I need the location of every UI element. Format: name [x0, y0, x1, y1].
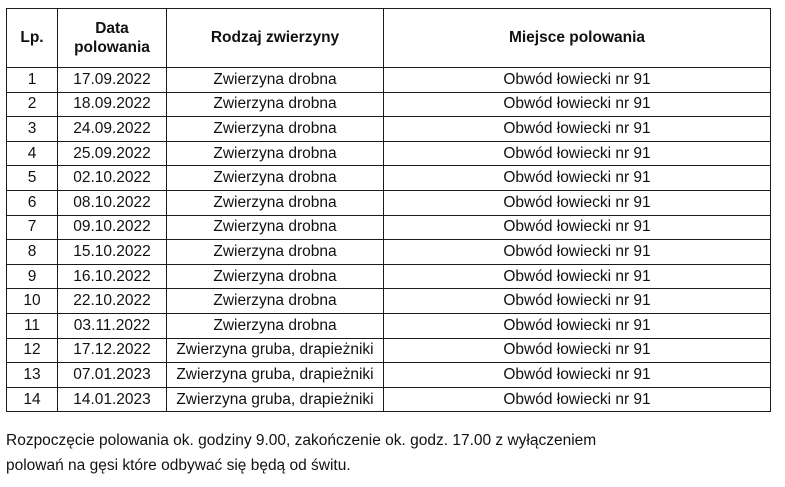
cell-place: Obwód łowiecki nr 91	[384, 264, 771, 289]
cell-date: 03.11.2022	[58, 313, 167, 338]
table-body	[7, 68, 771, 412]
table-row	[7, 338, 771, 363]
column-header-date: Data polowania	[58, 9, 167, 68]
cell-lp: 3	[7, 117, 58, 142]
cell-date: 02.10.2022	[58, 166, 167, 191]
column-header-lp: Lp.	[7, 9, 58, 68]
cell-kind: Zwierzyna drobna	[167, 166, 384, 191]
hunting-schedule-table	[6, 8, 771, 412]
schedule-note-line-2: polowań na gęsi które odbywać się będą od świtu.	[6, 457, 351, 475]
cell-lp: 7	[7, 215, 58, 240]
cell-kind: Zwierzyna drobna	[167, 117, 384, 142]
cell-kind: Zwierzyna gruba, drapieżniki	[167, 338, 384, 363]
column-header-place: Miejsce polowania	[384, 9, 771, 68]
cell-date: 24.09.2022	[58, 117, 167, 142]
cell-lp: 8	[7, 240, 58, 265]
cell-place: Obwód łowiecki nr 91	[384, 141, 771, 166]
cell-date: 17.09.2022	[58, 68, 167, 93]
cell-kind: Zwierzyna drobna	[167, 289, 384, 314]
cell-date: 16.10.2022	[58, 264, 167, 289]
cell-lp: 13	[7, 363, 58, 388]
cell-place: Obwód łowiecki nr 91	[384, 68, 771, 93]
cell-place: Obwód łowiecki nr 91	[384, 338, 771, 363]
cell-place: Obwód łowiecki nr 91	[384, 117, 771, 142]
cell-kind: Zwierzyna drobna	[167, 190, 384, 215]
cell-place: Obwód łowiecki nr 91	[384, 313, 771, 338]
cell-place: Obwód łowiecki nr 91	[384, 215, 771, 240]
table-row	[7, 313, 771, 338]
cell-kind: Zwierzyna drobna	[167, 240, 384, 265]
cell-lp: 10	[7, 289, 58, 314]
cell-kind: Zwierzyna drobna	[167, 215, 384, 240]
table-row	[7, 240, 771, 265]
cell-date: 17.12.2022	[58, 338, 167, 363]
cell-lp: 9	[7, 264, 58, 289]
schedule-note-line-1: Rozpoczęcie polowania ok. godziny 9.00, zakończenie ok. godz. 17.00 z wyłączeniem	[6, 432, 597, 449]
cell-kind: Zwierzyna gruba, drapieżniki	[167, 363, 384, 388]
table-row	[7, 166, 771, 191]
cell-lp: 2	[7, 92, 58, 117]
cell-lp: 14	[7, 387, 58, 412]
cell-kind: Zwierzyna drobna	[167, 68, 384, 93]
cell-place: Obwód łowiecki nr 91	[384, 190, 771, 215]
cell-kind: Zwierzyna drobna	[167, 313, 384, 338]
table-row	[7, 141, 771, 166]
table-row	[7, 190, 771, 215]
cell-lp: 6	[7, 190, 58, 215]
table-row	[7, 387, 771, 412]
cell-place: Obwód łowiecki nr 91	[384, 363, 771, 388]
cell-place: Obwód łowiecki nr 91	[384, 240, 771, 265]
table-header-row	[7, 9, 771, 68]
table-row	[7, 117, 771, 142]
cell-kind: Zwierzyna drobna	[167, 92, 384, 117]
cell-date: 18.09.2022	[58, 92, 167, 117]
cell-place: Obwód łowiecki nr 91	[384, 166, 771, 191]
cell-date: 09.10.2022	[58, 215, 167, 240]
cell-date: 07.01.2023	[58, 363, 167, 388]
cell-date: 08.10.2022	[58, 190, 167, 215]
cell-lp: 4	[7, 141, 58, 166]
cell-date: 25.09.2022	[58, 141, 167, 166]
table-row	[7, 215, 771, 240]
cell-date: 14.01.2023	[58, 387, 167, 412]
column-header-kind: Rodzaj zwierzyny	[167, 9, 384, 68]
table-row	[7, 363, 771, 388]
table-row	[7, 92, 771, 117]
cell-kind: Zwierzyna gruba, drapieżniki	[167, 387, 384, 412]
table-header	[7, 9, 771, 68]
cell-kind: Zwierzyna drobna	[167, 264, 384, 289]
cell-date: 15.10.2022	[58, 240, 167, 265]
cell-lp: 5	[7, 166, 58, 191]
schedule-note	[6, 428, 752, 478]
table-row	[7, 68, 771, 93]
cell-place: Obwód łowiecki nr 91	[384, 92, 771, 117]
cell-lp: 11	[7, 313, 58, 338]
cell-place: Obwód łowiecki nr 91	[384, 289, 771, 314]
table-row	[7, 264, 771, 289]
cell-lp: 1	[7, 68, 58, 93]
cell-kind: Zwierzyna drobna	[167, 141, 384, 166]
table-row	[7, 289, 771, 314]
cell-lp: 12	[7, 338, 58, 363]
cell-place: Obwód łowiecki nr 91	[384, 387, 771, 412]
cell-date: 22.10.2022	[58, 289, 167, 314]
